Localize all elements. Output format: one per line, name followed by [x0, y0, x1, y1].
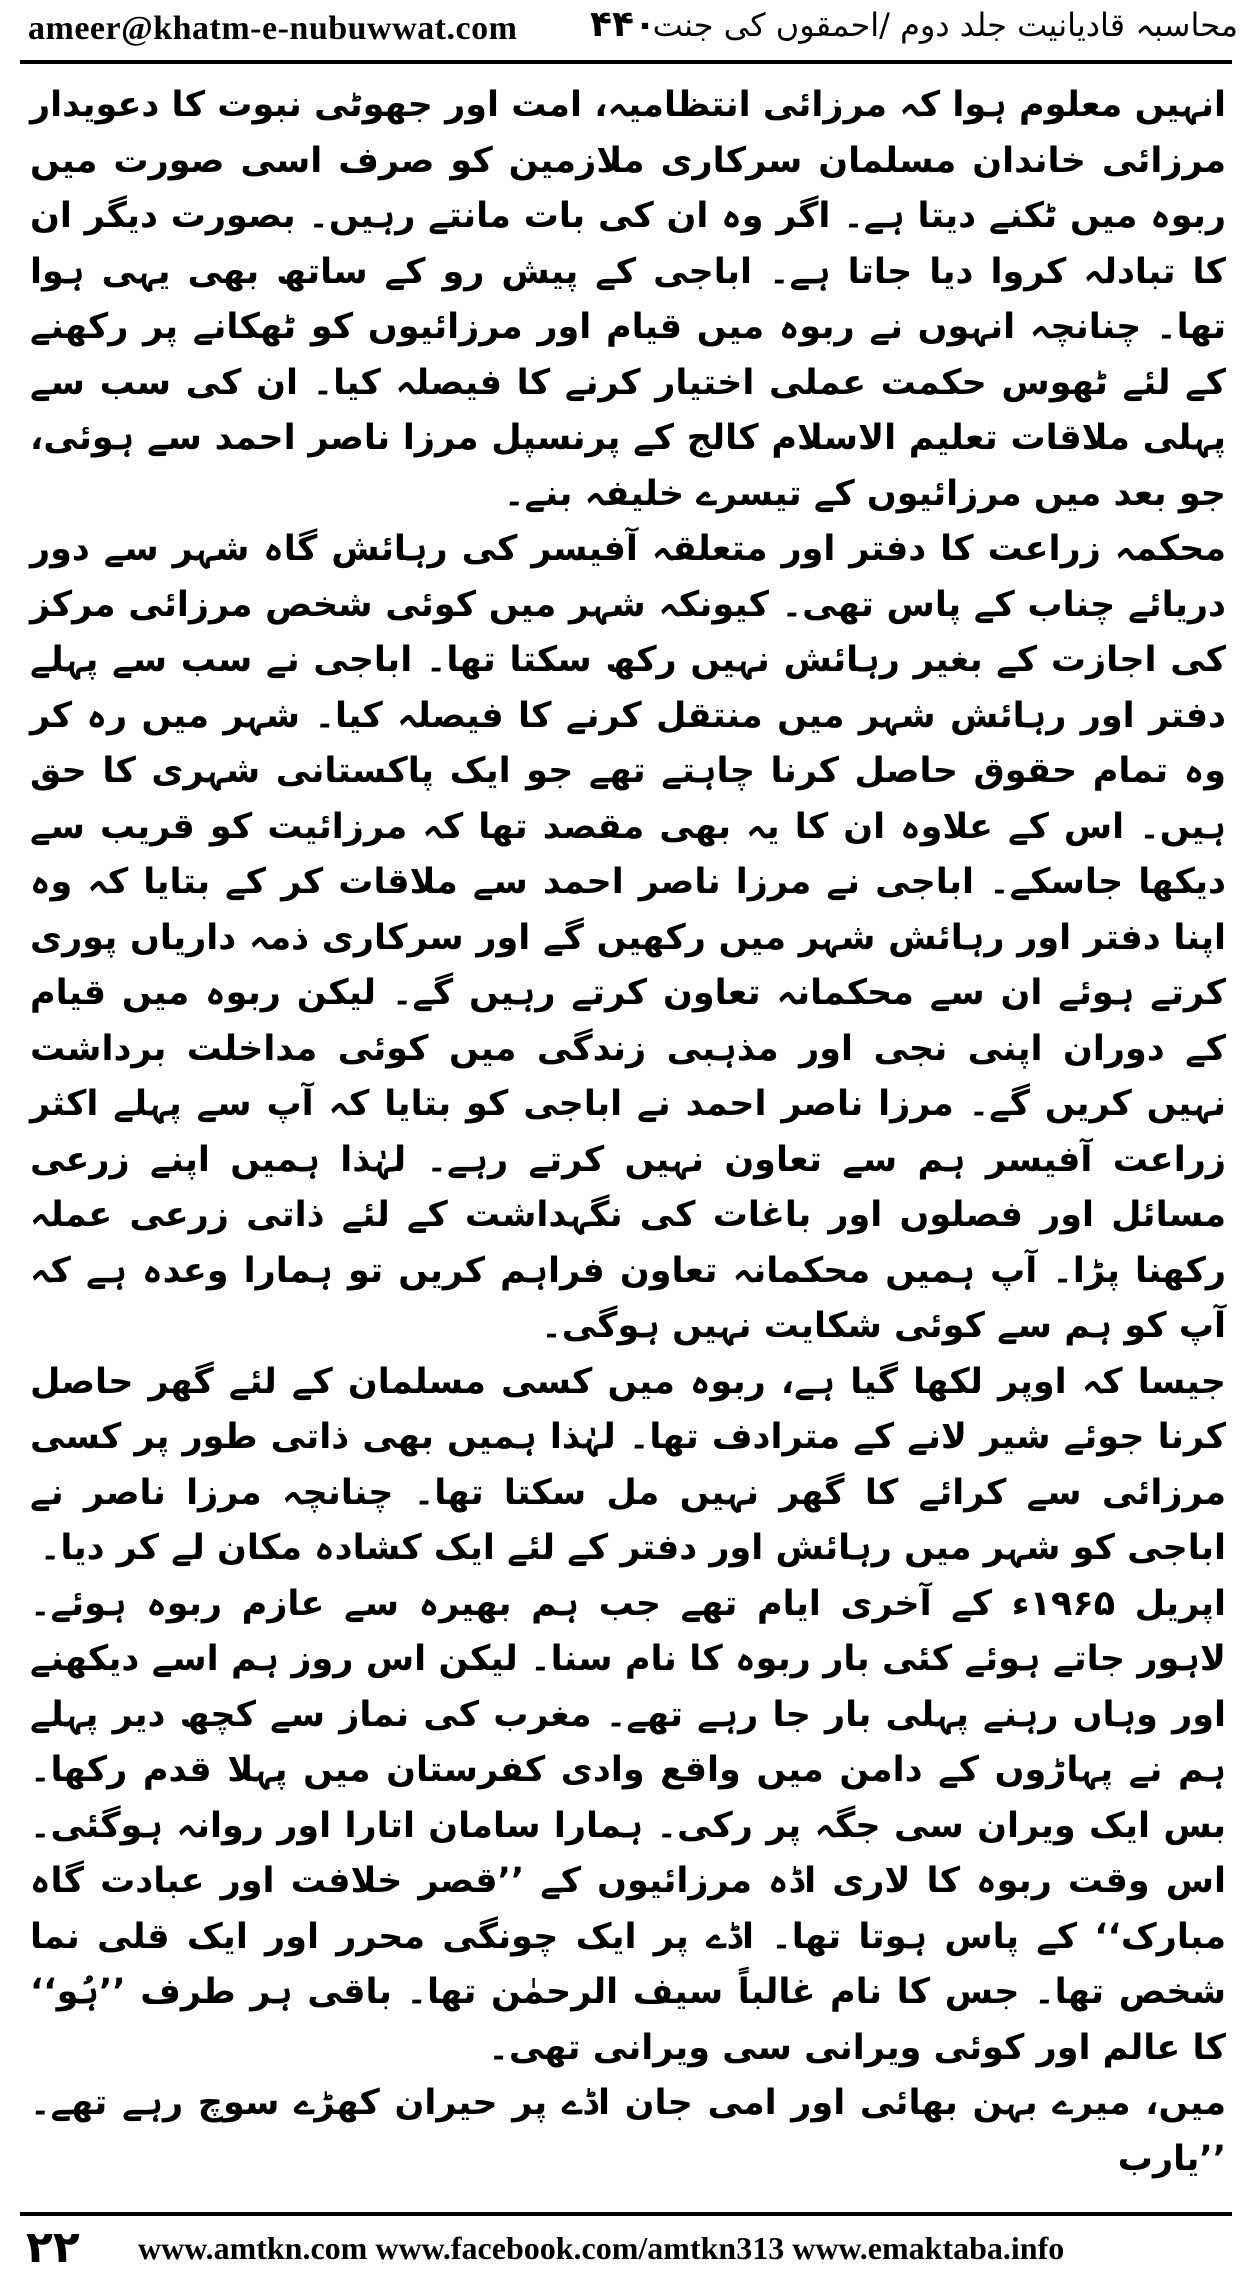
page-header [0, 0, 1252, 62]
paragraph-3: جیسا کہ اوپر لکھا گیا ہے، ربوہ میں کسی مسلمان کے لئے گھر حاصل کرنا جوئے شیر لانے کے مترادف تھا۔ لہٰذا ہمیں بھی ذاتی طور پر کسی مرزائی سے کرائے کا گھر نہیں مل سکتا تھا۔ چنانچہ مرزا ناصر نے اباجی کو شہر میں رہائش اور دفتر کے لئے ایک کشادہ مکان لے کر دیا۔ [30, 1361, 1226, 1568]
header-email: ameer@khatm-e-nubuwwat.com [28, 10, 518, 47]
header-book-title: محاسبہ قادیانیت جلد دوم /احمقوں کی جنت [652, 6, 1238, 44]
header-page-number: ۴۴۰ [590, 4, 656, 45]
paragraph-4: اپریل ۱۹۶۵ء کے آخری ایام تھے جب ہم بھیرہ سے عازم ربوہ ہوئے۔ لاہور جاتے ہوئے کئی بار ربوہ کا نام سنا۔ لیکن اس روز ہم اسے دیکھنے اور وہاں رہنے پہلی بار جا رہے تھے۔ مغرب کی نماز سے کچھ دیر پہلے ہم نے پہاڑوں کے دامن میں واقع وادی کفرستان میں پہلا قدم رکھا۔ بس ایک ویران سی جگہ پر رکی۔ ہمارا سامان اتارا اور روانہ ہوگئی۔ اس وقت ربوہ کا لاری اڈہ مرزائیوں کے ’’قصر خلافت اور عبادت گاہ مبارک‘‘ کے پاس ہوتا تھا۔ اڈے پر ایک چونگی محرر اور ایک قلی نما شخص تھا۔ جس کا نام غالباً سیف الرحمٰن تھا۔ باقی ہر طرف ’’ہُو‘‘ کا عالم اور کوئی ویرانی سی ویرانی تھی۔ [30, 1583, 1226, 2068]
paragraph-2: محکمہ زراعت کا دفتر اور متعلقہ آفیسر کی رہائش گاہ شہر سے دور دریائے چناب کے پاس تھی۔ کیونکہ شہر میں کوئی شخص مرزائی مرکز کی اجازت کے بغیر رہائش نہیں رکھ سکتا تھا۔ اباجی نے سب سے پہلے دفتر اور رہائش شہر میں منتقل کرنے کا فیصلہ کیا۔ شہر میں رہ کر وہ تمام حقوق حاصل کرنا چاہتے تھے جو ایک پاکستانی شہری کا حق ہیں۔ اس کے علاوہ ان کا یہ بھی مقصد تھا کہ مرزائیت کو قریب سے دیکھا جاسکے۔ اباجی نے مرزا ناصر احمد سے ملاقات کر کے بتایا کہ وہ اپنا دفتر اور رہائش شہر میں رکھیں گے اور سرکاری ذمہ داریاں پوری کرتے ہوئے ان سے محکمانہ تعاون کرتے رہیں گے۔ لیکن ربوہ میں قیام کے دوران اپنی نجی اور مذہبی زندگی میں کوئی مداخلت برداشت نہیں کریں گے۔ مرزا ناصر احمد نے اباجی کو بتایا کہ آپ سے پہلے اکثر زراعت آفیسر ہم سے تعاون نہیں کرتے رہے۔ لہٰذا ہمیں اپنے زرعی مسائل اور فصلوں اور باغات کی نگہداشت کے لئے ذاتی زرعی عملہ رکھنا پڑا۔ آپ ہمیں محکمانہ تعاون فراہم کریں تو ہمارا وعدہ ہے کہ آپ کو ہم سے کوئی شکایت نہیں ہوگی۔ [30, 529, 1226, 1346]
paragraph-5: میں، میرے بہن بھائی اور امی جان اڈے پر حیران کھڑے سوچ رہے تھے۔ ’’یارب [30, 2083, 1226, 2179]
footer-page-number: ۲۲ [26, 2222, 80, 2273]
footer-divider [20, 2212, 1232, 2216]
page-body [30, 78, 1226, 2179]
paragraph-1: انہیں معلوم ہوا کہ مرزائی انتظامیہ، امت اور جھوٹی نبوت کا دعویدار مرزائی خاندان مسلمان سرکاری ملازمین کو صرف اسی صورت میں ربوہ میں ٹکنے دیتا ہے۔ اگر وہ ان کی بات مانتے رہیں۔ بصورت دیگر ان کا تبادلہ کروا دیا جاتا ہے۔ اباجی کے پیش رو کے ساتھ بھی یہی ہوا تھا۔ چنانچہ انہوں نے ربوہ میں قیام اور مرزائیوں کو ٹھکانے پر رکھنے کے لئے ٹھوس حکمت عملی اختیار کرنے کا فیصلہ کیا۔ ان کی سب سے پہلی ملاقات تعلیم الاسلام کالج کے پرنسپل مرزا ناصر احمد سے ہوئی، جو بعد میں مرزائیوں کے تیسرے خلیفہ بنے۔ [30, 85, 1226, 514]
footer-links: www.amtkn.com www.facebook.com/amtkn313 www.emaktaba.info [138, 2230, 1065, 2266]
page-footer [0, 2218, 1252, 2278]
header-divider [20, 60, 1232, 64]
